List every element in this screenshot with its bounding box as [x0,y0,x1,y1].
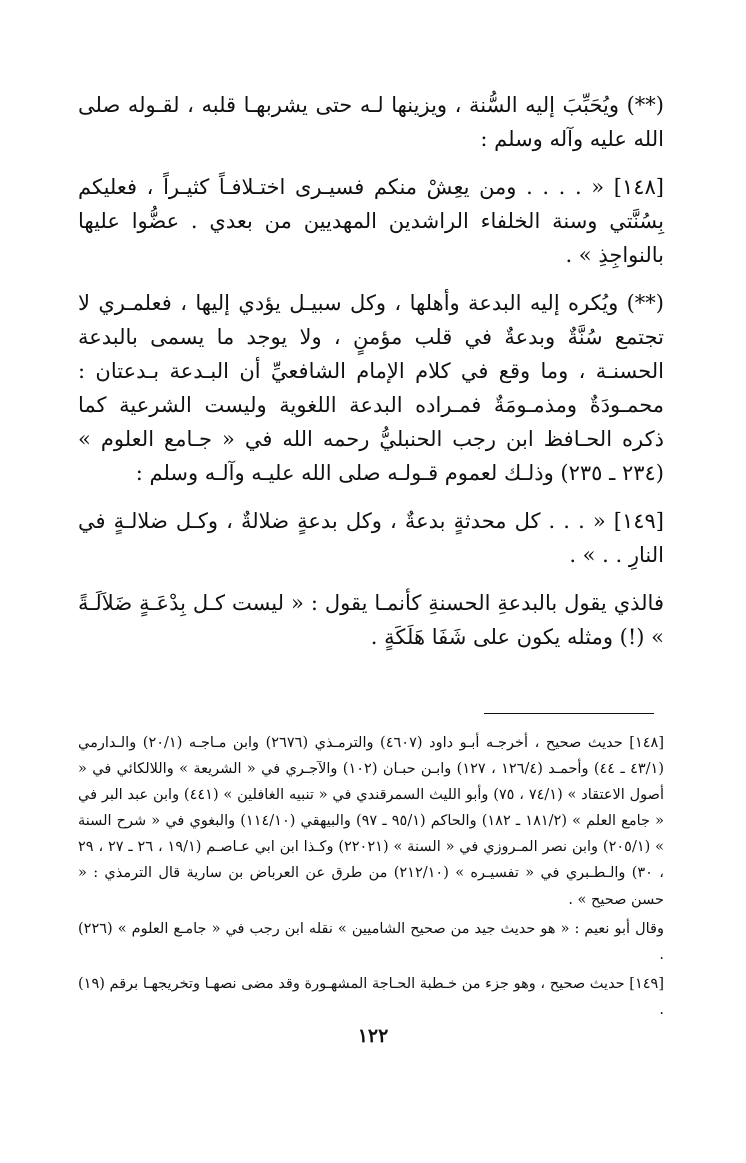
paragraph-intro: (**) ويُحَبِّبَ إليه السُّنة ، ويزينها لـه حتى يشربهـا قلبه ، لقـوله صلى الله عليه وآله وسلم : [78,93,664,152]
paragraph-conclusion: فالذي يقول بالبدعةِ الحسنةِ كأنمـا يقول : « ليست كـل بِدْعَـةٍ ضَلاَلَـةً » (!) ومثله يكون على شَفَا هَلَكَةٍ . [78,591,664,650]
footnote-149: [١٤٩] حديث صحيح ، وهو جزء من خـطبة الحـاجة المشهـورة وقد مضى نصهـا وتخريجهـا برقم (١٩) . [78,975,664,1018]
footnote-148-continued: وقال أبو نعيم : « هو حديث جيد من صحيح الشاميين » نقله ابن رجب في « جامـع العلوم » (٢٢٦) . [78,920,664,963]
hadith-149: [١٤٩] « . . . كل محدثةٍ بدعةٌ ، وكل بدعةٍ ضلالةٌ ، وكـل ضلالـةٍ في النارِ . . » . [78,509,664,568]
footnote-divider [484,713,654,714]
main-text [78,88,664,668]
paragraph-bidah: (**) ويُكره إليه البدعة وأهلها ، وكل سبيـل يؤدي إليها ، فعلمـري لا تجتمع سُنَّةٌ وبدعةٌ في قلب مؤمنٍ ، ولا يوجد ما يسمى بالبدعة الحسنـة ، وما وقع في كلام الإمام الشافعيِّ أن البـدعة بـدعتان : محمـودَةٌ ومذمـومَةٌ فمـراده البدعة اللغوية وليست الشرعية كما ذكره الحـافظ ابن رجب الحنبليُّ رحمه الله في « جـامع العلوم » (٢٣٤ ـ ٢٣٥) وذلـك لعموم قـولـه صلى الله عليـه وآلـه وسلم : [78,291,664,486]
footnote-148: [١٤٨] حديث صحيح ، أخرجـه أبـو داود (٤٦٠٧) والترمـذي (٢٦٧٦) وابن مـاجـه (٢٠/١) والـدارمي (٤٣/١ ـ ٤٤) وأحمـد (١٢٦/٤ ، ١٢٧) وابـن حبـان (١٠٢) والآجـري في « الشريعة » واللالكائي في « أصول الاعتقاد » (٧٤/١ ، ٧٥) وأبو الليث السمرقندي في « تنبيه الغافلين » (٤٤١) وابن عبد البر في « جامع العلم » (١٨١/٢ ـ ١٨٢) والحاكم (٩٥/١ ـ ٩٧) والبيهقي (١١٤/١٠) والبغوي في « شرح السنة » (٢٠٥/١) وابن نصر المـروزي في « السنة » (٢٢٠٢١) وكـذا ابن ابي عـاصـم (١٩/١ ، ٢٦ ـ ٢٧ ، ٢٩ ، ٣٠) والـطـبري في « تفسيـره » (٢١٢/١٠) من طرق عن العرباض بن سارية قال الترمذي : « حسن صحيح » . [78,735,665,908]
page-number: ١٢٢ [357,1025,389,1047]
footnotes [78,730,664,1026]
hadith-148: [١٤٨] « . . . . ومن يعِشْ منكم فسيـرى اختـلافـاً كثيـراً ، فعليكم بِسُنَّتي وسنة الخلفاء الراشدين المهديين من بعدي . عضُّوا عليها بالنواجِذِ » . [78,175,664,268]
